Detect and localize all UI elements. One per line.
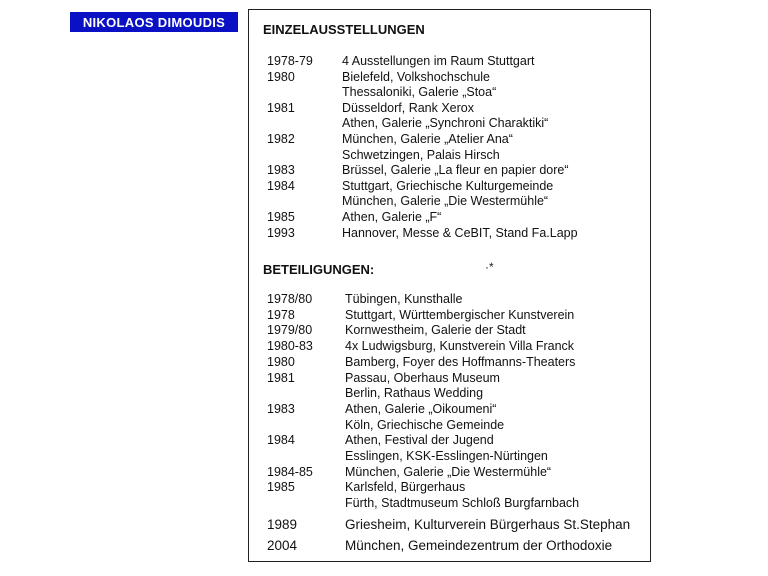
section-title-einzelausstellungen: EINZELAUSSTELLUNGEN (263, 22, 425, 37)
section-title-beteiligungen: BETEILIGUNGEN: (263, 262, 375, 277)
entry-text: Thessaloniki, Galerie „Stoa“ (342, 85, 497, 100)
entry-year: 1979/80 (267, 323, 313, 338)
entry-text: Kornwestheim, Galerie der Stadt (345, 323, 526, 338)
entry-text: München, Galerie „Atelier Ana“ (342, 132, 513, 146)
entry-text: Athen, Festival der Jugend (345, 433, 494, 448)
entry-year: 1978 (267, 307, 295, 322)
list-item (267, 292, 657, 308)
entry-year: 1978-79 (267, 54, 313, 68)
list-item (267, 402, 657, 418)
name-badge: NIKOLAOS DIMOUDIS (70, 12, 238, 32)
entry-text: Düsseldorf, Rank Xerox (342, 100, 475, 115)
entry-year: 1983 (267, 401, 295, 416)
entry-year: 1980-83 (267, 339, 313, 354)
entry-text: Tübingen, Kunsthalle (345, 292, 463, 306)
list-item (267, 538, 657, 554)
entry-year: 1981 (267, 100, 295, 115)
entry-year: 1984 (267, 433, 295, 448)
entry-text: Passau, Oberhaus Museum (345, 370, 500, 385)
entry-text: Athen, Galerie „F“ (342, 210, 442, 224)
list-item (267, 386, 657, 402)
list-item (267, 418, 657, 434)
entry-year: 2004 (267, 537, 298, 553)
entry-text: Esslingen, KSK-Esslingen-Nürtingen (345, 449, 548, 463)
entry-year: 1993 (267, 225, 295, 240)
list-item (267, 433, 657, 449)
list-item (267, 70, 657, 86)
entry-text: München, Galerie „Die Westermühle“ (342, 194, 549, 209)
entry-year: 1981 (267, 370, 295, 385)
list-item (267, 194, 657, 210)
entry-text: Stuttgart, Griechische Kulturgemeinde (342, 178, 554, 193)
list-item (267, 116, 657, 132)
entry-year: 1984 (267, 178, 295, 193)
entry-text: 4x Ludwigsburg, Kunstverein Villa Franck (345, 339, 575, 354)
entry-text: Bielefeld, Volkshochschule (342, 69, 491, 84)
entry-text: Köln, Griechische Gemeinde (345, 417, 505, 432)
list-item (267, 323, 657, 339)
entry-year: 1980 (267, 354, 295, 369)
entry-text: München, Galerie „Die Westermühle“ (345, 464, 552, 479)
list-item (267, 371, 657, 387)
entry-text: Berlin, Rathaus Wedding (345, 386, 484, 401)
entry-text: Athen, Galerie „Oikoumeni“ (345, 401, 497, 416)
list-item (267, 54, 657, 70)
list-item (267, 101, 657, 117)
entry-year: 1978/80 (267, 292, 313, 306)
entry-text: Brüssel, Galerie „La fleur en papier dore“ (342, 163, 569, 178)
list-item (267, 308, 657, 324)
list-item (267, 339, 657, 355)
entry-text: Bamberg, Foyer des Hoffmanns-Theaters (345, 354, 576, 369)
list-item (267, 496, 657, 512)
list-item (267, 148, 657, 164)
list-item (267, 132, 657, 148)
entry-year: 1982 (267, 132, 295, 146)
list-item (267, 355, 657, 371)
entry-year: 1980 (267, 69, 295, 84)
list-item (267, 226, 657, 242)
list-item (267, 163, 657, 179)
exhibition-document (248, 9, 651, 562)
entry-text: Karlsfeld, Bürgerhaus (345, 480, 466, 495)
stray-mark: ·* (485, 260, 494, 274)
entry-year: 1984-85 (267, 464, 313, 479)
entry-text: Hannover, Messe & CeBIT, Stand Fa.Lapp (342, 225, 578, 240)
list-item (267, 85, 657, 101)
list-item (267, 210, 657, 226)
entry-text: Fürth, Stadtmuseum Schloß Burgfarnbach (345, 496, 580, 511)
list-item (267, 480, 657, 496)
entry-year: 1985 (267, 210, 295, 224)
entry-text: Athen, Galerie „Synchroni Charaktiki“ (342, 116, 549, 131)
entry-year: 1983 (267, 163, 295, 178)
list-item (267, 517, 657, 533)
list-item (267, 449, 657, 465)
entry-text: München, Gemeindezentrum der Orthodoxie (345, 537, 613, 553)
list-item (267, 179, 657, 195)
entry-year: 1985 (267, 480, 295, 495)
entry-text: Griesheim, Kulturverein Bürgerhaus St.Stephan (345, 516, 631, 532)
entry-text: Stuttgart, Württembergischer Kunstverein (345, 307, 575, 322)
list-item (267, 465, 657, 481)
entry-text: 4 Ausstellungen im Raum Stuttgart (342, 54, 535, 68)
entry-year: 1989 (267, 516, 298, 532)
entry-text: Schwetzingen, Palais Hirsch (342, 147, 500, 162)
